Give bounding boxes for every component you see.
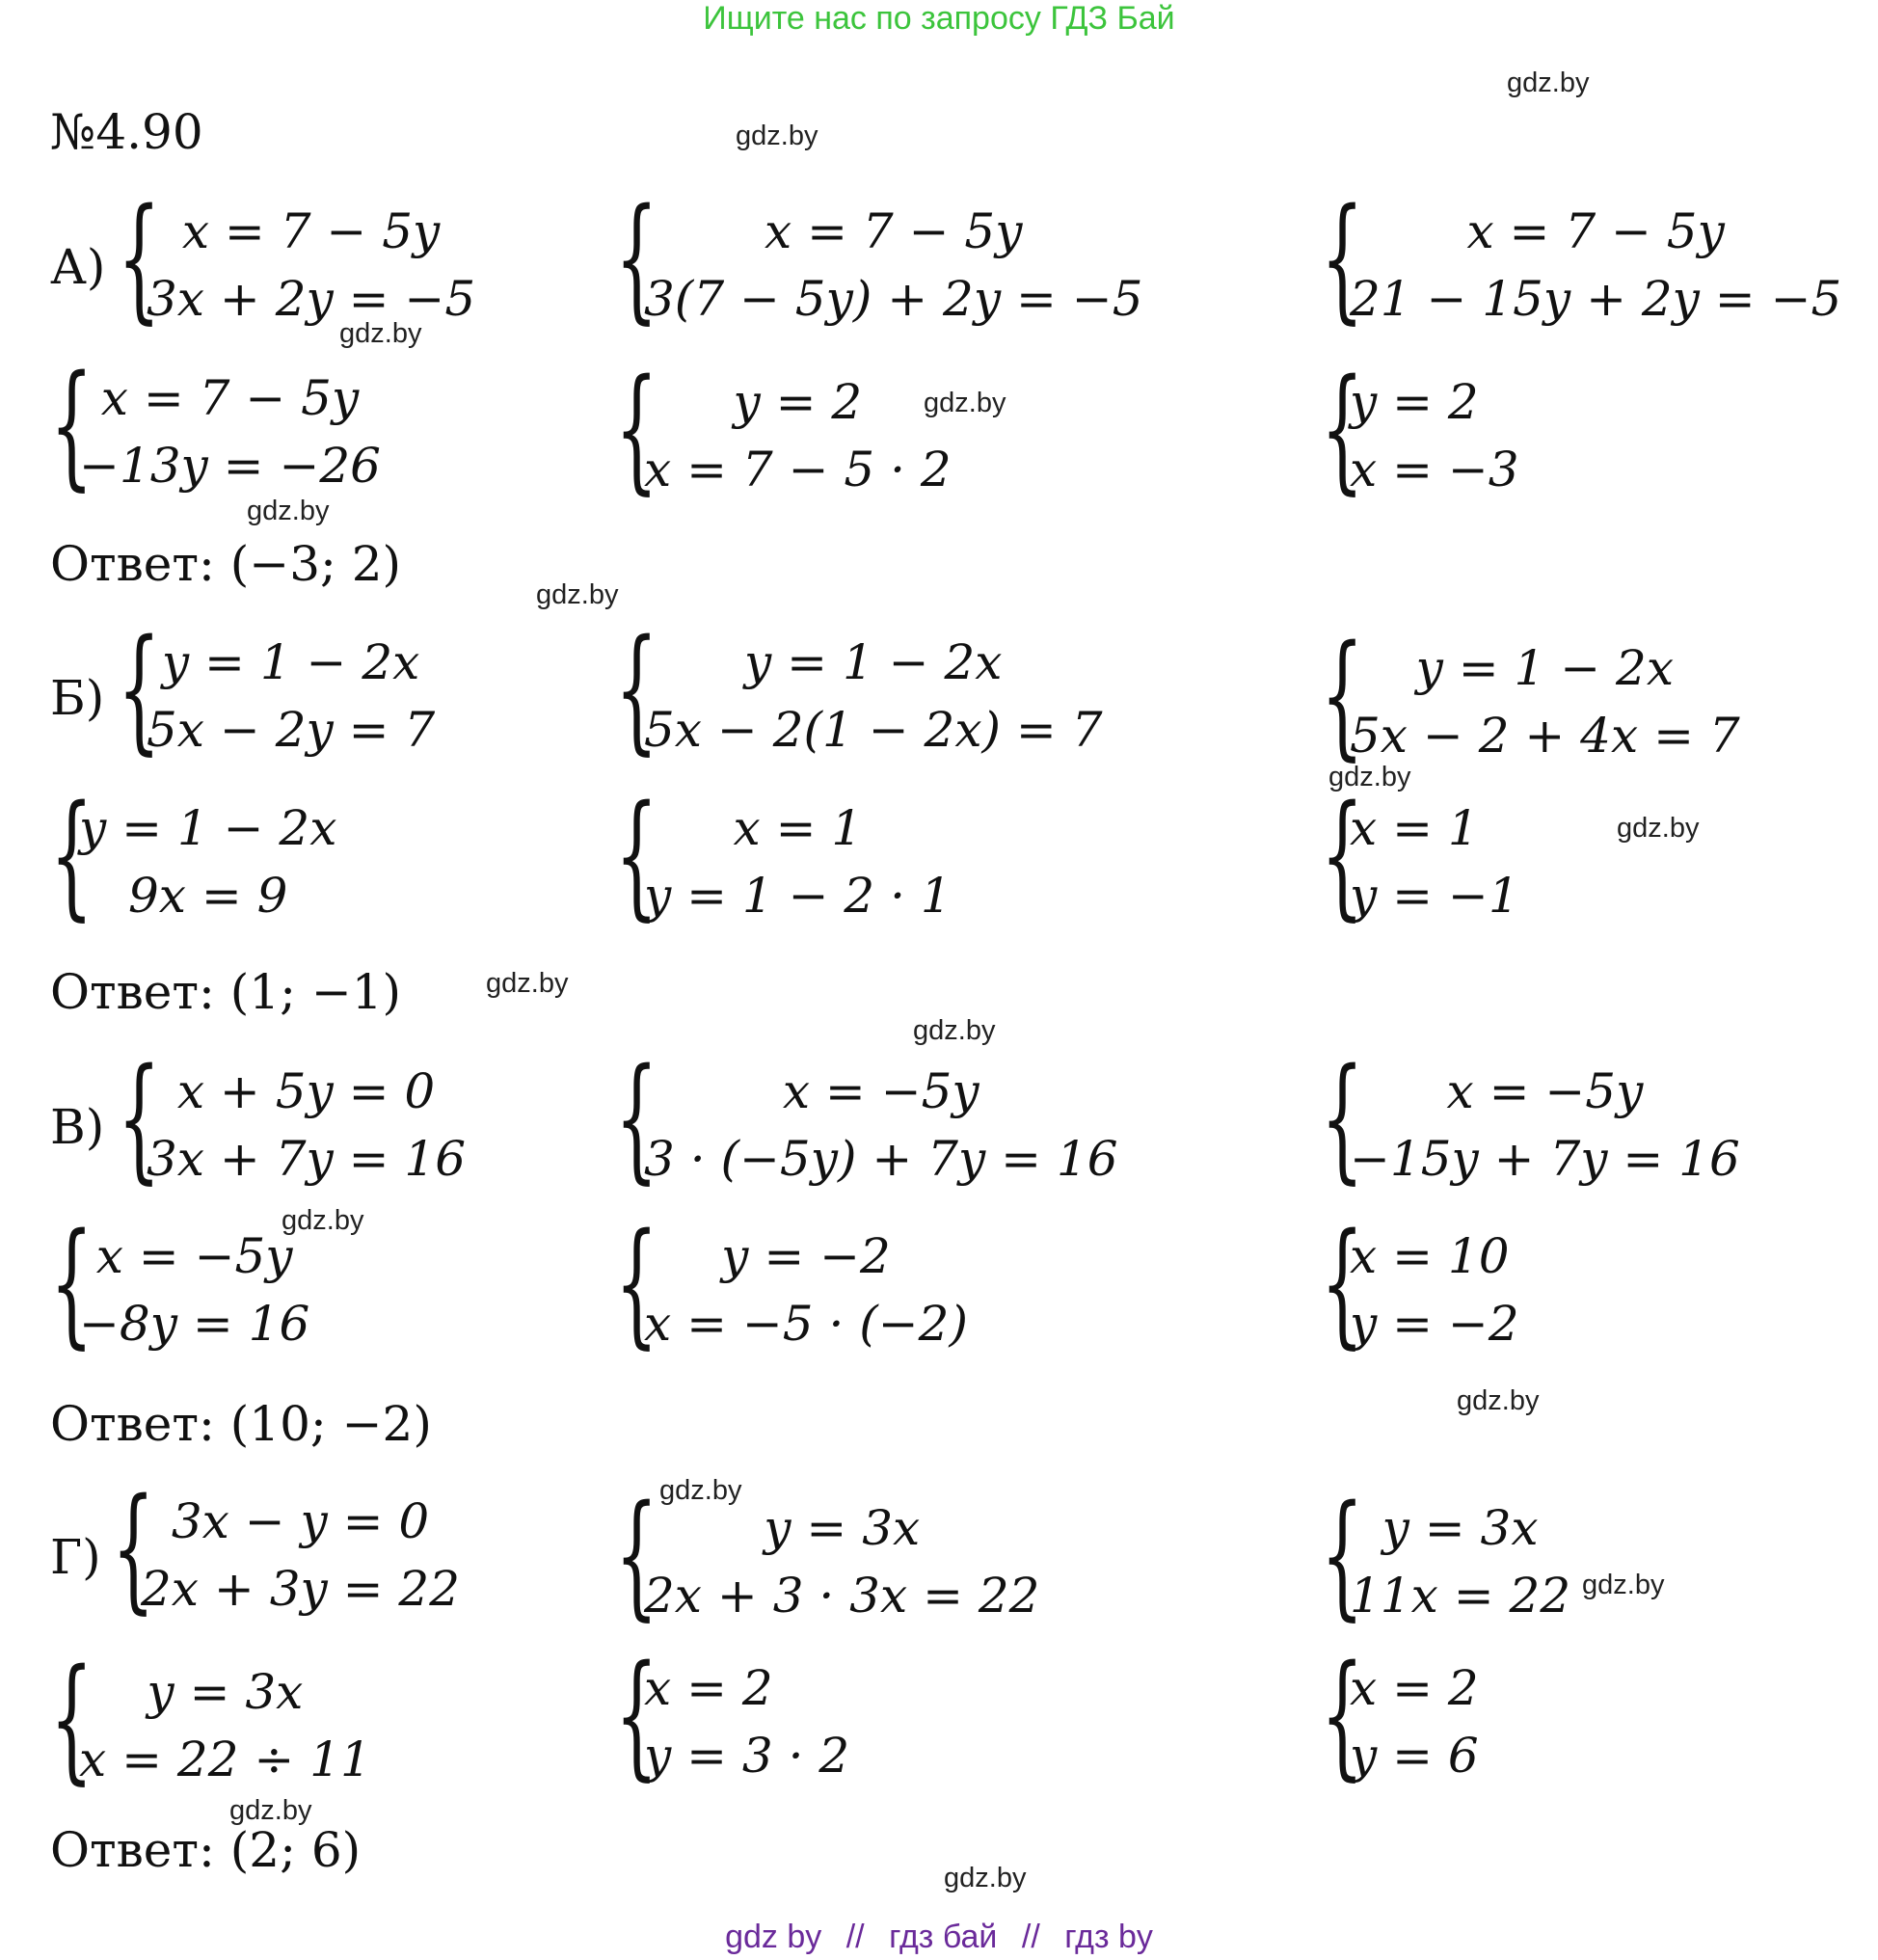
watermark: gdz.by bbox=[536, 579, 619, 610]
brace-icon: { bbox=[118, 1040, 161, 1197]
equation: y = 1 − 2x bbox=[79, 800, 337, 856]
part-b-label: Б) bbox=[50, 670, 105, 726]
system-a-5 bbox=[615, 351, 952, 508]
equation: 5x − 2 + 4x = 7 bbox=[1350, 708, 1740, 764]
equation: y = 1 − 2x bbox=[744, 634, 1003, 690]
equation: −15y + 7y = 16 bbox=[1350, 1131, 1740, 1187]
brace-icon: { bbox=[615, 611, 658, 768]
watermark: gdz.by bbox=[1507, 67, 1590, 98]
equation: y = 2 bbox=[1350, 374, 1479, 430]
footer-links bbox=[0, 1919, 1878, 1956]
equation: x = −5y bbox=[95, 1228, 293, 1284]
equation: 5x − 2(1 − 2x) = 7 bbox=[644, 702, 1103, 758]
part-c-label: В) bbox=[50, 1099, 105, 1155]
brace-icon: { bbox=[615, 351, 658, 508]
answer-b: Ответ: (1; −1) bbox=[50, 964, 402, 1020]
system-a-4 bbox=[50, 347, 381, 504]
brace-icon: { bbox=[1321, 351, 1364, 508]
brace-icon: { bbox=[615, 180, 658, 337]
equation: x = 7 − 5y bbox=[181, 203, 441, 259]
brace-icon: { bbox=[615, 1205, 658, 1362]
equation: y = 3x bbox=[1382, 1500, 1539, 1556]
equation: y = 1 − 2x bbox=[1415, 640, 1675, 696]
equation: y = 3x bbox=[147, 1664, 304, 1720]
brace-icon: { bbox=[112, 1470, 155, 1627]
system-d-5 bbox=[615, 1637, 850, 1794]
brace-icon: { bbox=[118, 180, 161, 337]
equation: x = 2 bbox=[644, 1660, 773, 1716]
part-a-label: А) bbox=[50, 239, 106, 295]
brace-icon: { bbox=[50, 1205, 94, 1362]
system-b-1 bbox=[118, 611, 436, 768]
equation: y = −1 bbox=[1350, 868, 1519, 924]
equation: x = 1 bbox=[1350, 800, 1479, 856]
system-b-4 bbox=[50, 777, 337, 934]
brace-icon: { bbox=[615, 1040, 658, 1197]
equation: 2x + 3y = 22 bbox=[141, 1561, 461, 1617]
watermark: gdz.by bbox=[486, 968, 569, 999]
system-c-3 bbox=[1321, 1040, 1740, 1197]
system-c-6 bbox=[1321, 1205, 1519, 1362]
watermark: gdz.by bbox=[1582, 1570, 1665, 1600]
equation: x + 5y = 0 bbox=[176, 1063, 436, 1119]
watermark: gdz.by bbox=[282, 1205, 364, 1236]
watermark: gdz.by bbox=[1328, 762, 1411, 792]
system-c-2 bbox=[615, 1040, 1118, 1197]
equation: 11x = 22 bbox=[1350, 1568, 1571, 1624]
watermark: gdz.by bbox=[659, 1475, 742, 1506]
system-b-5 bbox=[615, 777, 952, 934]
equation: x = 7 − 5y bbox=[100, 370, 360, 426]
equation: −13y = −26 bbox=[79, 438, 381, 494]
system-d-6 bbox=[1321, 1637, 1479, 1794]
equation: x = 7 − 5y bbox=[1466, 203, 1725, 259]
equation: 9x = 9 bbox=[127, 868, 288, 924]
problem-number: №4.90 bbox=[50, 104, 203, 160]
system-a-6 bbox=[1321, 351, 1519, 508]
system-d-3 bbox=[1321, 1477, 1571, 1634]
equation: y = 1 − 2x bbox=[161, 634, 420, 690]
footer-link-gdz-bai[interactable]: гдз бай bbox=[889, 1919, 998, 1955]
system-c-4 bbox=[50, 1205, 310, 1362]
equation: x = −5 · (−2) bbox=[644, 1296, 968, 1352]
equation: x = −5y bbox=[782, 1063, 979, 1119]
brace-icon: { bbox=[1321, 1205, 1364, 1362]
answer-c: Ответ: (10; −2) bbox=[50, 1396, 432, 1452]
footer-separator: // bbox=[1021, 1919, 1040, 1955]
search-banner: Ищите нас по запросу ГДЗ Бай bbox=[703, 0, 1175, 37]
equation: y = 3x bbox=[764, 1500, 921, 1556]
system-b-2 bbox=[615, 611, 1103, 768]
answer-d: Ответ: (2; 6) bbox=[50, 1822, 362, 1878]
watermark: gdz.by bbox=[339, 318, 422, 349]
equation: y = −2 bbox=[721, 1228, 891, 1284]
system-b-3 bbox=[1321, 617, 1740, 774]
equation: −8y = 16 bbox=[79, 1296, 310, 1352]
equation: y = 2 bbox=[733, 374, 863, 430]
watermark: gdz.by bbox=[1617, 813, 1700, 844]
watermark: gdz.by bbox=[913, 1015, 996, 1046]
brace-icon: { bbox=[50, 777, 94, 934]
equation: x = 2 bbox=[1350, 1660, 1479, 1716]
footer-separator: // bbox=[845, 1919, 865, 1955]
footer-link-gdz-by[interactable]: gdz by bbox=[725, 1919, 822, 1955]
system-a-2 bbox=[615, 180, 1143, 337]
brace-icon: { bbox=[615, 1637, 658, 1794]
system-d-4 bbox=[50, 1641, 371, 1798]
equation: 3x + 2y = −5 bbox=[147, 271, 476, 327]
watermark: gdz.by bbox=[736, 121, 818, 151]
equation: 5x − 2y = 7 bbox=[147, 702, 436, 758]
watermark: gdz.by bbox=[924, 388, 1006, 418]
brace-icon: { bbox=[1321, 1040, 1364, 1197]
system-a-3 bbox=[1321, 180, 1842, 337]
equation: x = 7 − 5 · 2 bbox=[644, 442, 952, 497]
footer-link-gdz-by-cyr[interactable]: гдз by bbox=[1064, 1919, 1153, 1955]
equation: y = −2 bbox=[1350, 1296, 1519, 1352]
brace-icon: { bbox=[50, 347, 94, 504]
equation: y = 6 bbox=[1350, 1728, 1479, 1784]
brace-icon: { bbox=[615, 1477, 658, 1634]
watermark: gdz.by bbox=[944, 1863, 1027, 1893]
equation: 3 · (−5y) + 7y = 16 bbox=[644, 1131, 1118, 1187]
system-c-1 bbox=[118, 1040, 467, 1197]
equation: x = 7 − 5y bbox=[765, 203, 1023, 259]
equation: 3(7 − 5y) + 2y = −5 bbox=[644, 271, 1143, 327]
equation: y = 1 − 2 · 1 bbox=[644, 868, 952, 924]
system-c-5 bbox=[615, 1205, 968, 1362]
equation: 21 − 15y + 2y = −5 bbox=[1350, 271, 1842, 327]
brace-icon: { bbox=[1321, 617, 1364, 774]
brace-icon: { bbox=[615, 777, 658, 934]
equation: 3x − y = 0 bbox=[171, 1493, 430, 1549]
system-d-1 bbox=[112, 1470, 461, 1627]
watermark: gdz.by bbox=[247, 496, 330, 526]
equation: x = 1 bbox=[733, 800, 863, 856]
equation: x = 10 bbox=[1350, 1228, 1510, 1284]
answer-a: Ответ: (−3; 2) bbox=[50, 536, 402, 592]
equation: x = 22 ÷ 11 bbox=[79, 1732, 371, 1787]
brace-icon: { bbox=[1321, 1477, 1364, 1634]
brace-icon: { bbox=[1321, 777, 1364, 934]
equation: x = −3 bbox=[1350, 442, 1519, 497]
brace-icon: { bbox=[1321, 180, 1364, 337]
brace-icon: { bbox=[50, 1641, 94, 1798]
equation: 2x + 3 · 3x = 22 bbox=[644, 1568, 1040, 1624]
watermark: gdz.by bbox=[1457, 1385, 1540, 1416]
equation: x = −5y bbox=[1446, 1063, 1644, 1119]
part-d-label: Г) bbox=[50, 1529, 101, 1585]
equation: 3x + 7y = 16 bbox=[147, 1131, 467, 1187]
brace-icon: { bbox=[1321, 1637, 1364, 1794]
brace-icon: { bbox=[118, 611, 161, 768]
equation: y = 3 · 2 bbox=[644, 1728, 850, 1784]
watermark: gdz.by bbox=[229, 1795, 312, 1826]
